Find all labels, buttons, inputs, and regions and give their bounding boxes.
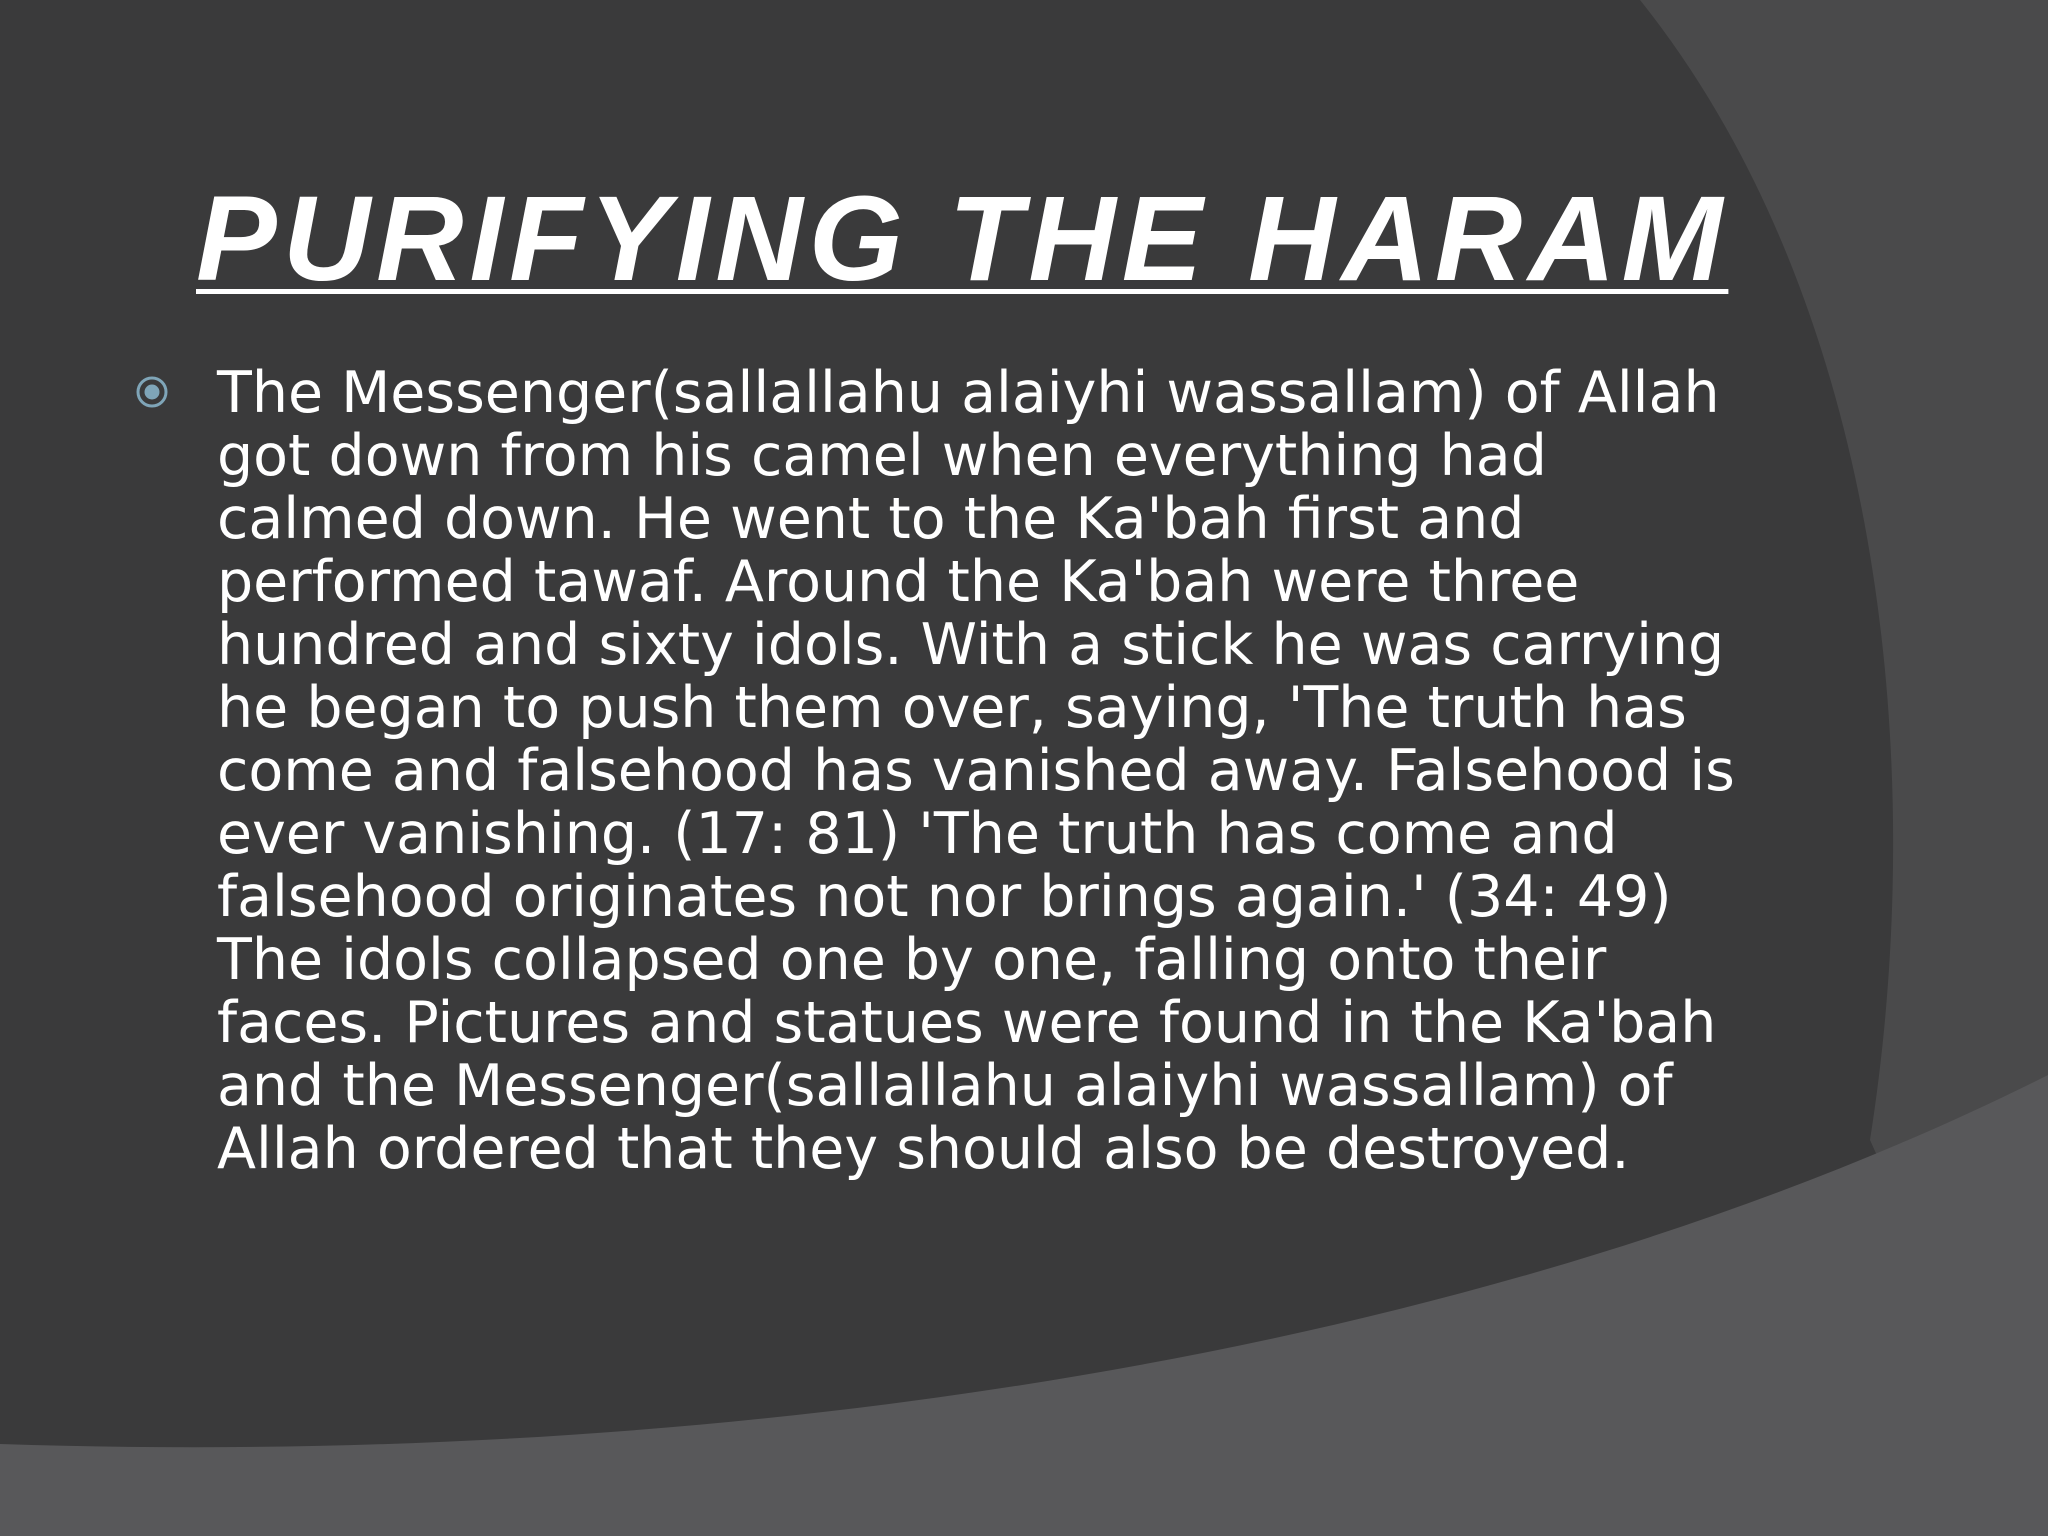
bullet-text: The Messenger(sallallahu alaiyhi wassallam) of Allah got down from his camel when everything had calmed down. He went to the Ka'bah first and performed tawaf. Around the Ka'bah were three hundred and sixty idols. With a stick he was carrying he began to push them over, saying, 'The truth has come and falsehood has vanished away. Falsehood is ever vanishing. (17: 81) 'The truth has come and falsehood originates not nor brings again.' (34: 49) The idols collapsed one by one, falling onto their faces. Pictures and statues were found in the Ka'bah and the Messenger(sallallahu alaiyhi wassallam) of Allah ordered that they should also be destroyed. <box>217 360 1735 1182</box>
slide-title: PURIFYING THE HARAM <box>196 170 1729 306</box>
circle-bullet-icon <box>134 374 170 410</box>
